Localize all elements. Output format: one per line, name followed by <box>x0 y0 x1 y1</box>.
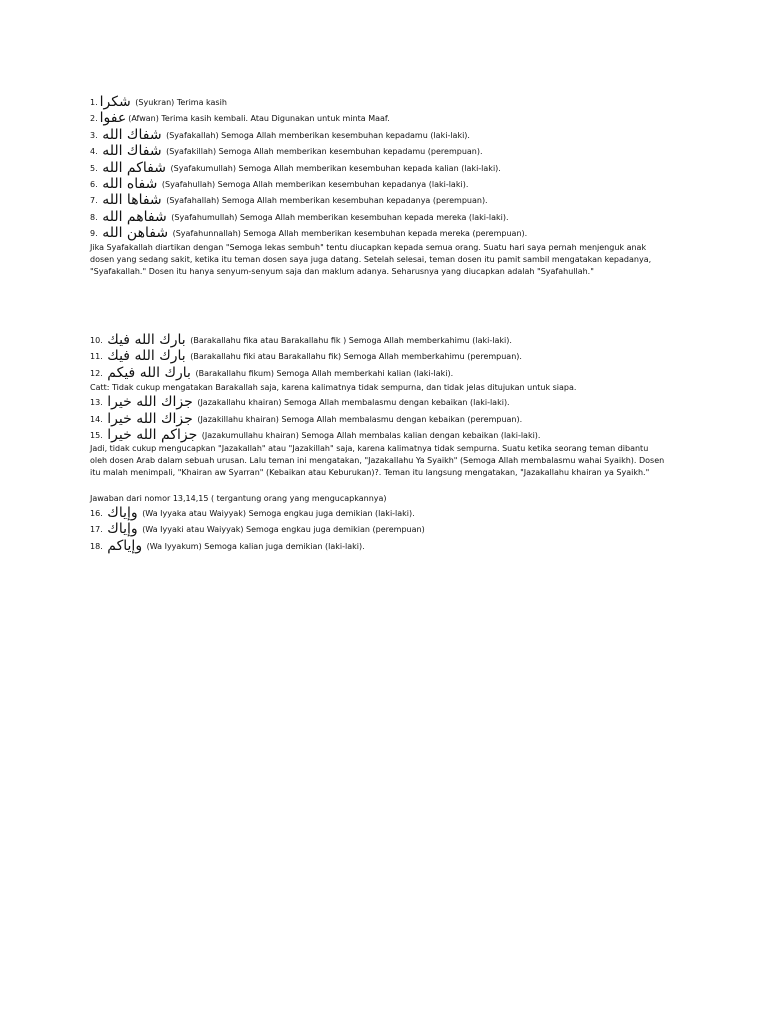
list-item: 7. شفاها الله (Syafahallah) Semoga Allah memberikan kesembuhan kepadanya (perempuan). <box>90 192 488 209</box>
list-item: 18. وإياكم (Wa Iyyakum) Semoga kalian juga demikian (laki-laki). <box>90 537 365 554</box>
arabic-text: شفاهن الله <box>102 225 169 242</box>
section-waiyyak <box>90 492 425 554</box>
list-item: 16. وإياك (Wa Iyyaka atau Waiyyak) Semoga engkau juga demikian (laki-laki). <box>90 505 415 521</box>
arabic-text: وإياك <box>107 521 138 538</box>
arabic-text: شفاك الله <box>102 143 162 160</box>
list-item: 14. جزاك الله خيرا (Jazakillahu khairan) Semoga Allah membalasmu dengan kebaikan (perempuan). <box>90 410 523 427</box>
list-item: 1. شكرا (Syukran) Terima kasih <box>90 94 227 110</box>
arabic-text: شفاها الله <box>102 192 162 209</box>
explanation-paragraph: Jadi, tidak cukup mengucapkan "Jazakallah" atau "Jazakillah" saja, karena kalimatnya tidak sempurna. Suatu ketika seorang teman dibantu oleh dosen Arab dalam sebuah urusan. Lalu teman ini mengatakan, "Jazakallahu Ya Syaikh" (Semoga Allah membalasmu wahai Syaikh). Dosen itu malah menimpali, "Khairan aw Syarran" (Kebaikan atau Keburukan)?. Teman itu langsung mengatakan, "Jazakallahu khairan ya Syaikh." <box>90 444 665 478</box>
arabic-text: جزاكم الله خيرا <box>107 426 198 443</box>
arabic-text: وإياكم <box>107 537 143 554</box>
list-item: 12. بارك الله فيكم (Barakallahu fikum) Semoga Allah memberkahi kalian (laki-laki). <box>90 364 454 381</box>
arabic-text: جزاك الله خيرا <box>107 410 193 427</box>
arabic-text: شفاهم الله <box>102 208 167 225</box>
list-item: 3. شفاك الله (Syafakallah) Semoga Allah memberikan kesembuhan kepadamu (laki-laki). <box>90 126 470 143</box>
list-item: 15. جزاكم الله خيرا (Jazakumullahu khairan) Semoga Allah membalas kalian dengan kebaikan (laki-laki). <box>90 426 541 443</box>
arabic-text: شفاك الله <box>102 126 162 143</box>
list-item: 5. شفاكم الله (Syafakumullah) Semoga Allah memberikan kesembuhan kepada kalian (laki-laki). <box>90 159 501 176</box>
intro-text: Jawaban dari nomor 13,14,15 ( tergantung orang yang mengucapkannya) <box>90 494 387 503</box>
note-text: Catt: Tidak cukup mengatakan Barakallah saja, karena kalimatnya tidak sempurna, dan tidak jelas ditujukan untuk siapa. <box>90 383 577 393</box>
section-syafakallah <box>90 94 651 278</box>
arabic-text: جزاك الله خيرا <box>107 394 193 411</box>
arabic-text: بارك الله فيك <box>107 332 186 348</box>
arabic-text: بارك الله فيك <box>107 348 186 365</box>
list-item: 11. بارك الله فيك (Barakallahu fiki atau Barakallahu fik) Semoga Allah memberkahimu (perempuan). <box>90 348 522 365</box>
list-item: 13. جزاك الله خيرا (Jazakallahu khairan) Semoga Allah membalasmu dengan kebaikan (laki-laki). <box>90 394 510 411</box>
arabic-text: شفاه الله <box>102 175 158 192</box>
section-barakallah <box>90 332 664 479</box>
list-item: 2. عفوا (Afwan) Terima kasih kembali. Atau Digunakan untuk minta Maaf. <box>90 110 390 127</box>
list-item: 6. شفاه الله (Syafahullah) Semoga Allah memberikan kesembuhan kepadanya (laki-laki). <box>90 175 469 192</box>
arabic-text: شفاكم الله <box>102 159 166 176</box>
explanation-paragraph: Jika Syafakallah diartikan dengan "Semoga lekas sembuh" tentu diucapkan kepada semua orang. Suatu hari saya pernah menjenguk anak dosen yang sedang sakit, ketika itu teman dosen saya juga datang. Setelah selesai, teman dosen itu pamit sambil mengatakan kepadanya, "Syafakallah." Dosen itu hanya senyum-senyum saja dan maklum adanya. Seharusnya yang diucapkan adalah "Syafahullah." <box>90 242 652 276</box>
list-item: 17. وإياك (Wa Iyyaki atau Waiyyak) Semoga engkau juga demikian (perempuan) <box>90 521 425 538</box>
list-item: 9. شفاهن الله (Syafahunnallah) Semoga Allah memberikan kesembuhan kepada mereka (perempuan). <box>90 225 528 242</box>
list-item: 4. شفاك الله (Syafakillah) Semoga Allah memberikan kesembuhan kepadamu (perempuan). <box>90 143 483 160</box>
arabic-text: عفوا <box>99 110 127 127</box>
arabic-text: بارك الله فيكم <box>107 364 191 381</box>
list-item: 8. شفاهم الله (Syafahumullah) Semoga Allah memberikan kesembuhan kepada mereka (laki-laki). <box>90 208 509 225</box>
list-item: 10. بارك الله فيك (Barakallahu fika atau Barakallahu fik ) Semoga Allah memberkahimu (laki-laki). <box>90 332 512 348</box>
arabic-text: وإياك <box>107 505 138 521</box>
arabic-text: شكرا <box>99 94 131 110</box>
